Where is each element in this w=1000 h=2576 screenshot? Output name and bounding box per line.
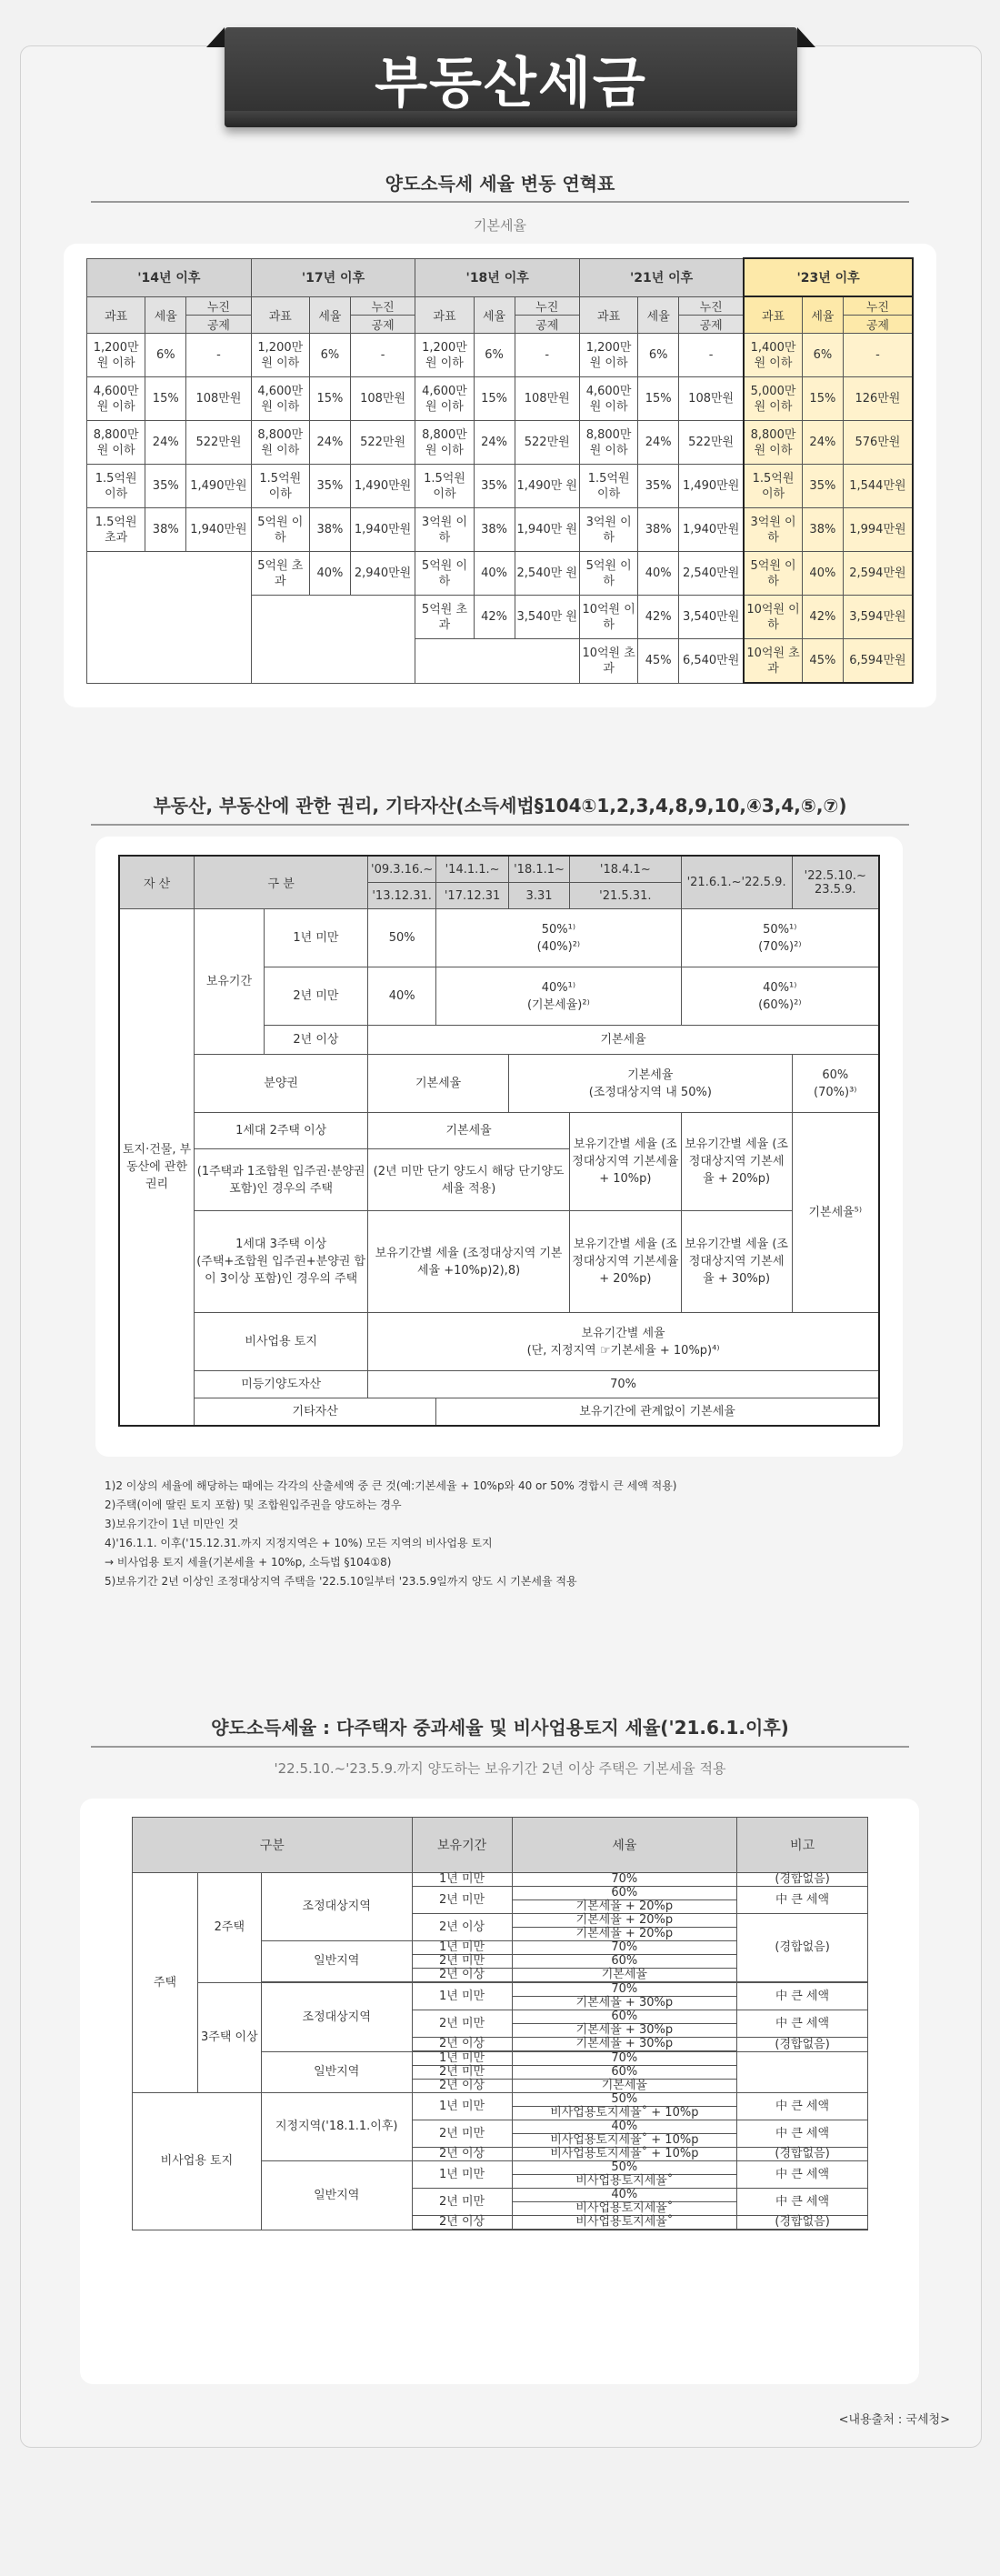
col-header-deduct: 누진 (186, 296, 251, 316)
period: 2년 이상 (412, 2080, 512, 2093)
footnote: 4)'16.1.1. 이후('15.12.31.까지 지정지역은 + 10%) 모든 지역의 비사업용 토지 (105, 1537, 493, 1549)
two-house-p5: 보유기간별 세율 (조정대상지역 기본세율 + 20%p) (681, 1113, 792, 1211)
col-header-rate: 세율 (474, 296, 515, 334)
deduction-cell: 3,540만 원 (515, 596, 579, 639)
section2-title: 부동산, 부동산에 관한 권리, 기타자산(소득세법§104①1,2,3,4,8,9,10,④3,4,⑤,⑦) (153, 795, 847, 817)
rate-cell: 35% (474, 465, 515, 508)
taxbase-cell: 4,600만 원 이하 (87, 377, 145, 421)
rate: 70% (512, 1873, 737, 1887)
taxbase-cell: 8,800만 원 이하 (415, 421, 474, 465)
two-house-p1-desc: (2년 미만 단기 양도시 해당 단기양도세율 적용) (368, 1149, 570, 1211)
taxbase-cell: 4,600만 원 이하 (579, 377, 637, 421)
two-house: 2주택 (197, 1873, 261, 1983)
deduction-cell: - (679, 334, 744, 377)
period-6-end: 23.5.9. (815, 882, 856, 897)
rate: 50% (512, 2093, 737, 2107)
deduction-cell: 3,594만원 (843, 596, 913, 639)
rate: 비사업용토지세율˚ + 10%p (512, 2134, 737, 2148)
rate: 70% (512, 1941, 737, 1955)
real-estate-rate-table (118, 855, 880, 1427)
taxbase-cell: 3억원 이하 (579, 508, 637, 552)
rate-lt2-mid (436, 967, 681, 1026)
deduction-cell: 108만원 (186, 377, 251, 421)
rate-cell: 35% (145, 465, 186, 508)
period-3-start: '18.1.1~ (509, 856, 570, 883)
col-header-rate: 세율 (638, 296, 679, 334)
rate-cell: 6% (474, 334, 515, 377)
period-lt1: 1년 미만 (264, 909, 367, 967)
period-6 (792, 856, 879, 909)
rate-cell: 24% (309, 421, 350, 465)
taxbase-cell: 10억원 초과 (744, 639, 802, 684)
col-header-deduct: 누진 (843, 296, 913, 316)
rate-value: 60% (822, 1067, 849, 1082)
rate-cell: 40% (474, 552, 515, 596)
taxbase-cell: 3억원 이하 (415, 508, 474, 552)
deduction-cell: 576만원 (843, 421, 913, 465)
period: 2년 이상 (412, 1914, 512, 1941)
nonbiz-land: 비사업용 토지 (133, 2093, 262, 2230)
note: (경합없음) (737, 2038, 868, 2052)
taxbase-cell: 1,200만 원 이하 (87, 334, 145, 377)
other-asset-rate: 보유기간에 관계없이 기본세율 (436, 1398, 879, 1426)
taxbase-cell: 1,200만 원 이하 (579, 334, 637, 377)
deduction-cell: 6,540만원 (679, 639, 744, 684)
deduction-cell: 1,490만원 (679, 465, 744, 508)
two-house-p1-label: 기본세율 (368, 1113, 570, 1149)
three-house-p4: 보유기간별 세율 (조정대상지역 기본세율 + 20%p) (570, 1211, 682, 1313)
note: 中 큰 세액 (737, 1887, 868, 1914)
year-header: '18년 이후 (415, 258, 580, 296)
year-header: '21년 이후 (579, 258, 744, 296)
taxbase-cell: 1,200만 원 이하 (415, 334, 474, 377)
rate: 비사업용토지세율˚ (512, 2202, 737, 2216)
rate-value: 40%¹⁾ (541, 980, 576, 995)
note: (경합없음) (737, 2216, 868, 2230)
period-ge2: 2년 이상 (264, 1026, 367, 1055)
deduction-cell: 1,940만원 (350, 508, 415, 552)
rate: 기본세율 + 30%p (512, 1997, 737, 2010)
rate-cell: 45% (802, 639, 843, 684)
rate-cell: 24% (145, 421, 186, 465)
adjusted-area: 조정대상지역 (261, 1983, 412, 2052)
rate: 60% (512, 1887, 737, 1900)
two-house-p4: 보유기간별 세율 (조정대상지역 기본세율 + 10%p) (570, 1113, 682, 1211)
note-spacer (737, 2052, 868, 2066)
rate-cell: 42% (802, 596, 843, 639)
taxbase-cell: 5억원 초과 (415, 596, 474, 639)
taxbase-cell: 5억원 이하 (579, 552, 637, 596)
taxbase-cell: 1,200만 원 이하 (251, 334, 309, 377)
multi-house-rate-table (132, 1817, 868, 2230)
period: 2년 이상 (412, 2038, 512, 2051)
rate-cell: 6% (638, 334, 679, 377)
rate: 기본세율 + 30%p (512, 2024, 737, 2038)
col-header-deduct: 누진 (679, 296, 744, 316)
rate-lt2-p1: 40% (368, 967, 436, 1026)
taxbase-cell: 1.5억원 이하 (415, 465, 474, 508)
other-asset: 기타자산 (195, 1398, 436, 1426)
deduction-cell: 522만원 (350, 421, 415, 465)
designated-area: 지정지역('18.1.1.이후) (261, 2093, 412, 2161)
taxbase-cell: 8,800만 원 이하 (579, 421, 637, 465)
title-banner (225, 27, 797, 127)
header-note: 비고 (737, 1818, 868, 1873)
page-title: 부동산세금 (375, 52, 647, 115)
deduction-cell: 1,490만원 (350, 465, 415, 508)
deduction-cell: 2,540만원 (679, 552, 744, 596)
period: 1년 미만 (412, 2161, 512, 2189)
taxbase-cell: 3억원 이하 (744, 508, 802, 552)
year-header: '17년 이후 (251, 258, 415, 296)
rate: 60% (512, 1955, 737, 1969)
col-header-deduct-2: 공제 (843, 316, 913, 334)
rate: 40% (512, 2120, 737, 2134)
period: 1년 미만 (412, 2093, 512, 2120)
col-header-taxbase: 과표 (744, 296, 802, 334)
note: (경합없음) (737, 2148, 868, 2161)
col-header-rate: 세율 (145, 296, 186, 334)
deduction-cell: - (843, 334, 913, 377)
rate-cell: 40% (309, 552, 350, 596)
deduction-cell: 522만원 (679, 421, 744, 465)
rate-cell: 40% (802, 552, 843, 596)
rate-value: (70%)³⁾ (814, 1085, 857, 1099)
rate-cell: 35% (802, 465, 843, 508)
presale-right: 분양권 (195, 1055, 368, 1113)
note: 中 큰 세액 (737, 2093, 868, 2120)
rate-cell: 6% (145, 334, 186, 377)
rate-value: 50%¹⁾ (541, 922, 576, 937)
deduction-cell: 108만원 (350, 377, 415, 421)
three-house-label: 1세대 3주택 이상 (235, 1238, 327, 1251)
header-rate: 세율 (512, 1818, 737, 1873)
period-lt2: 2년 미만 (264, 967, 367, 1026)
rate-value: (70%)²⁾ (758, 939, 802, 954)
general-area: 일반지역 (261, 2161, 412, 2230)
rate-value: (조정대상지역 내 50%) (588, 1085, 712, 1099)
presale-mid (509, 1055, 793, 1113)
footnotes (105, 1477, 677, 1591)
asset-land-building: 토지·건물, 부동산에 관한 권리 (119, 909, 195, 1426)
header-class: 구 분 (195, 856, 368, 909)
taxbase-cell: 5억원 이하 (744, 552, 802, 596)
col-header-deduct: 누진 (515, 296, 579, 316)
section2-rule (91, 824, 909, 826)
deduction-cell: - (515, 334, 579, 377)
three-house: 3주택 이상 (197, 1983, 261, 2093)
rate: 비사업용토지세율˚ + 10%p (512, 2107, 737, 2120)
rate-lt1-p5 (681, 909, 879, 967)
footnote: 1)2 이상의 세율에 해당하는 때에는 각각의 산출세액 중 큰 것(예:기본세율 + 10%p와 40 or 50% 경합시 큰 세액 적용) (105, 1479, 677, 1492)
rate-value: (60%)²⁾ (758, 997, 802, 1012)
year-header: '14년 이후 (87, 258, 252, 296)
rate-cell: 42% (638, 596, 679, 639)
period: 1년 미만 (412, 1941, 512, 1955)
period-5: '21.6.1.~'22.5.9. (681, 856, 792, 909)
rate-cell: 35% (638, 465, 679, 508)
period-4-start: '18.4.1~ (570, 856, 682, 883)
taxbase-cell: 1,400만 원 이하 (744, 334, 802, 377)
rate-cell: 45% (638, 639, 679, 684)
period: 2년 이상 (412, 2216, 512, 2230)
rate-lt1-mid (436, 909, 681, 967)
period: 1년 미만 (412, 1983, 512, 2010)
period: 2년 이상 (412, 2148, 512, 2161)
rate-cell: 35% (309, 465, 350, 508)
p6-basic-rate: 기본세율⁵⁾ (792, 1113, 879, 1313)
rate-cell: 24% (638, 421, 679, 465)
rate-cell: 24% (474, 421, 515, 465)
rate-value: (40%)²⁾ (536, 939, 581, 954)
taxbase-cell: 4,600만 원 이하 (415, 377, 474, 421)
taxbase-cell: 1.5억원 이하 (87, 465, 145, 508)
rate-value: (기본세율)²⁾ (526, 997, 590, 1012)
footnote: 2)주택(이에 딸린 토지 포함) 및 조합원입주권을 양도하는 경우 (105, 1498, 402, 1511)
note-spacer (737, 2066, 868, 2080)
deduction-cell: 2,540만 원 (515, 552, 579, 596)
three-house-p1: 보유기간별 세율 (조정대상지역 기본세율 +10%p)2),8) (368, 1211, 570, 1313)
col-header-deduct: 누진 (350, 296, 415, 316)
rate-cell: 40% (638, 552, 679, 596)
period-4-end: '21.5.31. (570, 883, 682, 909)
taxbase-cell: 10억원 초과 (579, 639, 637, 684)
rate-value: 기본세율 (627, 1067, 674, 1082)
house-group: 주택 (133, 1873, 198, 2093)
year-header-2023: '23년 이후 (744, 258, 913, 296)
deduction-cell: 126만원 (843, 377, 913, 421)
taxbase-cell: 1.5억원 초과 (87, 508, 145, 552)
empty-cell (415, 639, 580, 684)
period: 2년 미만 (412, 2066, 512, 2080)
rate-cell: 38% (638, 508, 679, 552)
rate: 40% (512, 2189, 737, 2202)
rate-cell: 24% (802, 421, 843, 465)
basic-rate-history-table (86, 257, 914, 684)
rate-cell: 15% (802, 377, 843, 421)
note: 中 큰 세액 (737, 2189, 868, 2216)
col-header-taxbase: 과표 (415, 296, 474, 334)
col-header-deduct-2: 공제 (350, 316, 415, 334)
taxbase-cell: 1.5억원 이하 (579, 465, 637, 508)
deduction-cell: 1,544만원 (843, 465, 913, 508)
deduction-cell: 1,940만원 (186, 508, 251, 552)
taxbase-cell: 10억원 이하 (744, 596, 802, 639)
period: 2년 미만 (412, 2120, 512, 2148)
footnote: 5)보유기간 2년 이상인 조정대상지역 주택을 '22.5.10일부터 '23.5.9일까지 양도 시 기본세율 적용 (105, 1575, 577, 1588)
rate: 70% (512, 1983, 737, 1997)
note: (경합없음) (737, 1873, 868, 1887)
col-header-rate: 세율 (309, 296, 350, 334)
rate-cell: 38% (145, 508, 186, 552)
rate-cell: 38% (309, 508, 350, 552)
footnote: → 비사업용 토지 세율(기본세율 + 10%p, 소득법 §104①8) (105, 1556, 392, 1569)
rate-value: 40%¹⁾ (763, 980, 797, 995)
deduction-cell: 108만원 (515, 377, 579, 421)
rate-ge2: 기본세율 (368, 1026, 879, 1055)
col-header-taxbase: 과표 (579, 296, 637, 334)
taxbase-cell: 4,600만 원 이하 (251, 377, 309, 421)
unregistered-asset: 미등기양도자산 (195, 1371, 368, 1398)
header-class: 구분 (133, 1818, 413, 1873)
deduction-cell: 1,994만원 (843, 508, 913, 552)
deduction-cell: 1,490만원 (186, 465, 251, 508)
period-2-end: '17.12.31 (436, 883, 509, 909)
section1-title: 양도소득세 세율 변동 연혁표 (385, 173, 615, 195)
rate: 60% (512, 2010, 737, 2024)
rate-lt1-p1: 50% (368, 909, 436, 967)
col-header-taxbase: 과표 (87, 296, 145, 334)
nonbiz-land: 비사업용 토지 (195, 1313, 368, 1371)
rate: 기본세율 (512, 2080, 737, 2093)
footnote: 3)보유기간이 1년 미만인 것 (105, 1518, 239, 1530)
col-header-deduct-2: 공제 (679, 316, 744, 334)
deduction-cell: 2,940만원 (350, 552, 415, 596)
source-credit: <내용출처 : 국세청> (838, 2413, 950, 2427)
rate: 비사업용토지세율˚ + 10%p (512, 2148, 737, 2161)
col-header-rate: 세율 (802, 296, 843, 334)
holding-period-label: 보유기간 (195, 909, 265, 1055)
col-header-deduct-2: 공제 (515, 316, 579, 334)
period-1-start: '09.3.16.~ (368, 856, 436, 883)
taxbase-cell: 10억원 이하 (579, 596, 637, 639)
deduction-cell: 522만원 (515, 421, 579, 465)
rate-cell: 15% (638, 377, 679, 421)
period: 2년 이상 (412, 1969, 512, 1982)
two-house-label: 1세대 2주택 이상 (195, 1113, 368, 1149)
period-1-end: '13.12.31. (368, 883, 436, 909)
period: 2년 미만 (412, 1887, 512, 1914)
presale-p1: 기본세율 (368, 1055, 509, 1113)
taxbase-cell: 8,800만 원 이하 (87, 421, 145, 465)
period: 2년 미만 (412, 2010, 512, 2038)
section1-subtitle: 기본세율 (474, 217, 526, 234)
unregistered-rate: 70% (368, 1371, 879, 1398)
banner-fold-right (797, 27, 815, 47)
col-header-taxbase: 과표 (251, 296, 309, 334)
empty-cell (251, 596, 415, 684)
rate-value: 50%¹⁾ (763, 922, 797, 937)
note: 中 큰 세액 (737, 2161, 868, 2189)
note: 中 큰 세액 (737, 2120, 868, 2148)
rate: 기본세율 + 20%p (512, 1928, 737, 1941)
rate: 기본세율 (512, 1969, 737, 1982)
nonbiz-rate (368, 1313, 879, 1371)
rate-value: (단, 지정지역 ☞기본세율 + 10%p)⁴⁾ (526, 1343, 720, 1358)
period: 2년 미만 (412, 2189, 512, 2216)
taxbase-cell: 8,800만 원 이하 (744, 421, 802, 465)
period: 1년 미만 (412, 2052, 512, 2066)
deduction-cell: - (186, 334, 251, 377)
period-3-end: 3.31 (509, 883, 570, 909)
rate: 기본세율 + 20%p (512, 1900, 737, 1914)
taxbase-cell: 8,800만 원 이하 (251, 421, 309, 465)
deduction-cell: 522만원 (186, 421, 251, 465)
rate: 60% (512, 2066, 737, 2080)
two-house-desc: (1주택과 1조합원 입주권·분양권 포함)인 경우의 주택 (195, 1149, 368, 1211)
period: 2년 미만 (412, 1955, 512, 1969)
banner-fold-left (206, 27, 225, 47)
note-spacer (737, 2080, 868, 2093)
rate: 비사업용토지세율˚ (512, 2175, 737, 2189)
rate-cell: 6% (309, 334, 350, 377)
rate-cell: 38% (802, 508, 843, 552)
header-period: 보유기간 (412, 1818, 512, 1873)
rate: 기본세율 + 30%p (512, 2038, 737, 2051)
rate: 기본세율 + 20%p (512, 1914, 737, 1928)
rate-cell: 15% (145, 377, 186, 421)
deduction-cell: 2,594만원 (843, 552, 913, 596)
rate-lt2-p5 (681, 967, 879, 1026)
rate-cell: 15% (309, 377, 350, 421)
header-asset: 자 산 (119, 856, 195, 909)
period-2-start: '14.1.1.~ (436, 856, 509, 883)
deduction-cell: 6,594만원 (843, 639, 913, 684)
note: (경합없음) (737, 1914, 868, 1982)
taxbase-cell: 5억원 초과 (251, 552, 309, 596)
three-house-p5: 보유기간별 세율 (조정대상지역 기본세율 + 30%p) (681, 1211, 792, 1313)
rate: 70% (512, 2052, 737, 2066)
deduction-cell: - (350, 334, 415, 377)
taxbase-cell: 1.5억원 이하 (251, 465, 309, 508)
section3-title: 양도소득세율 : 다주택자 중과세율 및 비사업용토지 세율('21.6.1.이후) (211, 1717, 789, 1739)
taxbase-cell: 1.5억원 이하 (744, 465, 802, 508)
rate-cell: 6% (802, 334, 843, 377)
taxbase-cell: 5억원 이하 (415, 552, 474, 596)
general-area: 일반지역 (261, 2052, 412, 2093)
rate: 50% (512, 2161, 737, 2175)
three-house (195, 1211, 368, 1313)
col-header-deduct-2: 공제 (186, 316, 251, 334)
note: 中 큰 세액 (737, 1983, 868, 2010)
adjusted-area: 조정대상지역 (261, 1873, 412, 1941)
deduction-cell: 3,540만원 (679, 596, 744, 639)
rate: 비사업용토지세율˚ (512, 2216, 737, 2230)
deduction-cell: 1,940만 원 (515, 508, 579, 552)
rate-value: 보유기간별 세율 (581, 1326, 665, 1340)
section1-rule (91, 201, 909, 203)
presale-p5 (792, 1055, 879, 1113)
period: 1년 미만 (412, 1873, 512, 1887)
taxbase-cell: 5,000만 원 이하 (744, 377, 802, 421)
rate-cell: 38% (474, 508, 515, 552)
section3-subtitle: '22.5.10.~'23.5.9.까지 양도하는 보유기간 2년 이상 주택은 기본세율 적용 (274, 1760, 726, 1777)
three-house-desc: (주택+조합원 입주권+분양권 합이 3이상 포함)인 경우의 주택 (196, 1255, 366, 1286)
empty-cell (87, 552, 252, 684)
taxbase-cell: 5억원 이하 (251, 508, 309, 552)
note: 中 큰 세액 (737, 2010, 868, 2038)
rate-cell: 15% (474, 377, 515, 421)
section3-rule (91, 1746, 909, 1748)
deduction-cell: 1,940만원 (679, 508, 744, 552)
period-6-start: '22.5.10.~ (804, 868, 866, 883)
deduction-cell: 108만원 (679, 377, 744, 421)
deduction-cell: 1,490만 원 (515, 465, 579, 508)
general-area: 일반지역 (261, 1941, 412, 1982)
rate-cell: 42% (474, 596, 515, 639)
